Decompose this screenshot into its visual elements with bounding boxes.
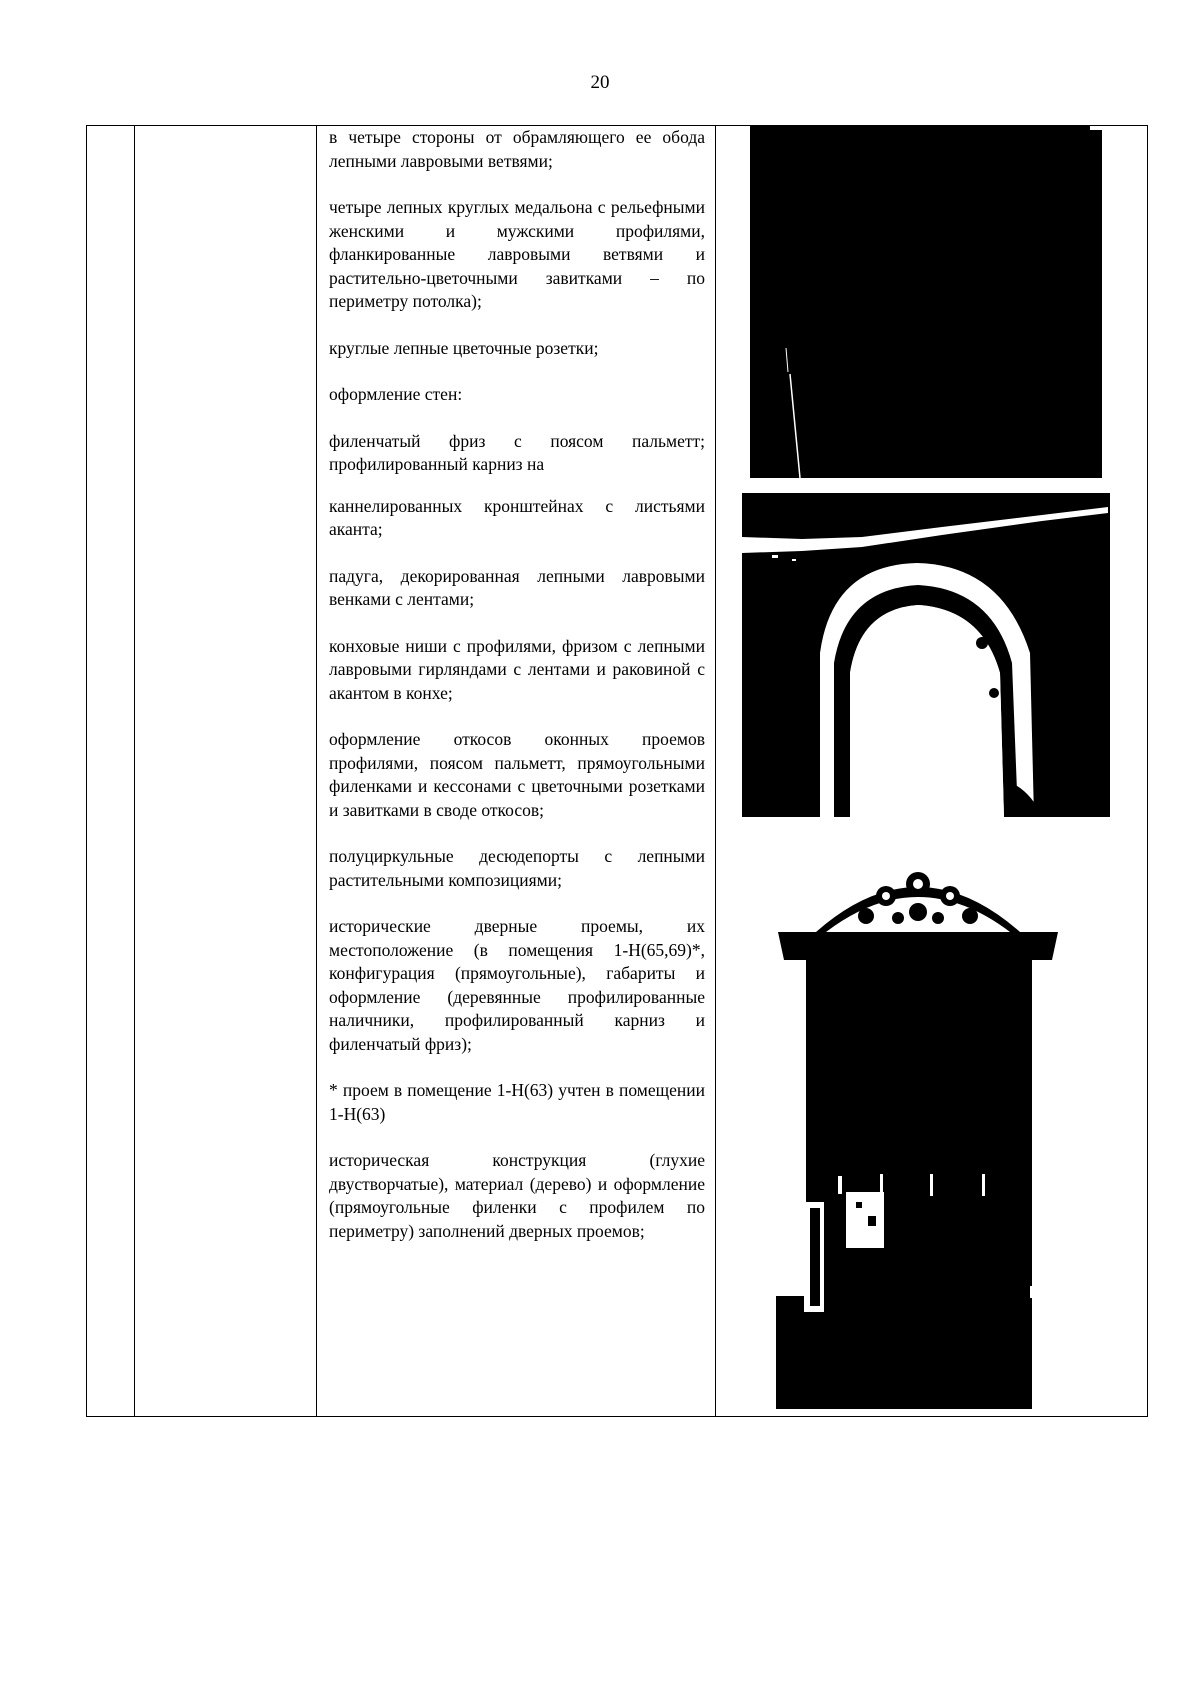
protection-subject-table bbox=[86, 125, 1148, 1417]
description-paragraph: конховые ниши с профилями, фризом с лепными лавровыми гирляндами с лентами и раковиной с акантом в конхе; bbox=[329, 635, 705, 703]
description-paragraph: полуциркульные десюдепорты с лепными растительными композициями; bbox=[329, 846, 705, 890]
photo-cell bbox=[716, 126, 1148, 1417]
description-paragraph: четыре лепных круглых медальона с рельефными женскими и мужскими профилями, фланкированные лавровыми ветвями и растительно-цветочными завитками – по периметру потолка); bbox=[329, 197, 705, 311]
description-paragraph: историческая конструкция (глухие двустворчатые), материал (дерево) и оформление (прямоугольные филенки с профилем по периметру) заполнений дверных проемов; bbox=[329, 1150, 705, 1241]
description-paragraph: оформление откосов оконных проемов профилями, поясом пальметт, прямоугольными филенками и кессонами с цветочными розетками и завитками в своде откосов; bbox=[329, 729, 705, 820]
description-cell bbox=[317, 126, 716, 1417]
description-paragraph: оформление стен: bbox=[329, 384, 463, 404]
table-row bbox=[87, 126, 1148, 1417]
description-paragraph: круглые лепные цветочные розетки; bbox=[329, 337, 599, 358]
description-paragraph: * проем в помещение 1-Н(63) учтен в помещении 1-Н(63) bbox=[329, 1080, 705, 1124]
page-number: 20 bbox=[590, 72, 610, 93]
description-paragraph: каннелированных кронштейнах с листьями аканта; bbox=[329, 495, 705, 539]
arched-niche-photo bbox=[742, 493, 1110, 817]
description-paragraph: исторические дверные проемы, их местоположение (в помещения 1-Н(65,69)*, конфигурация (прямоугольные), габариты и оформление (деревянные профилированные наличники, профилированный карниз и филенчатый фриз); bbox=[329, 916, 705, 1054]
doorway-graphic bbox=[776, 856, 1060, 1409]
element-name-cell bbox=[135, 126, 317, 1417]
doorway-photo bbox=[776, 856, 1060, 1409]
description-paragraph: в четыре стороны от обрамляющего ее обода лепными лавровыми ветвями; bbox=[329, 127, 705, 171]
arched-niche-graphic bbox=[742, 493, 1110, 817]
ceiling-photo bbox=[750, 126, 1102, 478]
ceiling-photo-graphic bbox=[750, 126, 1102, 478]
number-cell bbox=[87, 126, 135, 1417]
description-paragraph: падуга, декорированная лепными лавровыми венками с лентами; bbox=[329, 565, 705, 609]
description-paragraph: филенчатый фриз с поясом пальметт; профилированный карниз на bbox=[329, 430, 705, 474]
